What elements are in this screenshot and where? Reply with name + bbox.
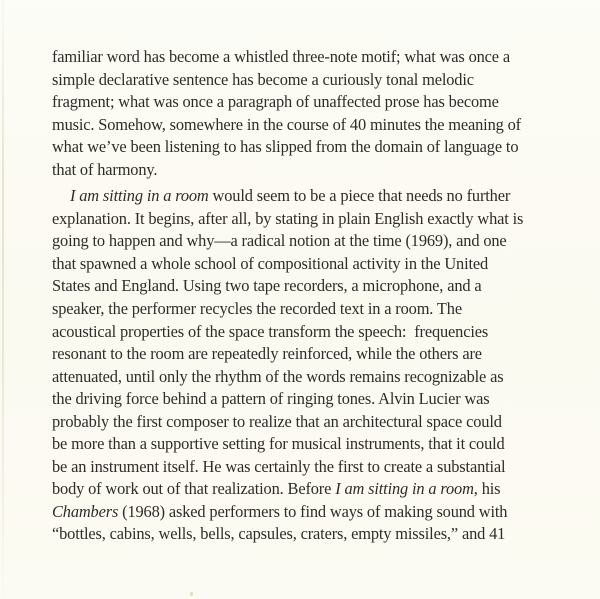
- text-run: (1968) asked performers to find ways of making sound with: [118, 501, 508, 521]
- text-run: “bottles, cabins, wells, bells, capsules, craters, empty missiles,” and 41: [52, 524, 506, 544]
- text-line: [52, 321, 523, 344]
- text-run: the driving force behind a pattern of ringing tones. Alvin Lucier was: [52, 389, 490, 409]
- text-line: [52, 253, 523, 276]
- text-line: [52, 298, 523, 321]
- text-run: body of work out of that realization. Before: [52, 479, 336, 499]
- text-line: [52, 159, 523, 182]
- text-run: simple declarative sentence has become a curiously tonal melodic: [52, 69, 474, 89]
- text-line: [52, 91, 523, 114]
- page-edge-shadow: [2, 0, 4, 599]
- text-run: attenuated, until only the rhythm of the words remains recognizable as: [52, 366, 504, 386]
- text-run: resonant to the room are repeatedly reinforced, while the others are: [52, 344, 482, 364]
- text-run: what we’ve been listening to has slipped from the domain of language to: [52, 137, 519, 157]
- text-line: [52, 478, 523, 501]
- text-line: [52, 275, 523, 298]
- text-run-italic: I am sitting in a room: [335, 479, 474, 499]
- text-run: would seem to be a piece that needs no further: [208, 186, 511, 206]
- text-run-italic: Chambers: [52, 501, 119, 521]
- text-line: [52, 501, 523, 524]
- text-run: States and England. Using two tape recorders, a microphone, and a: [52, 276, 482, 296]
- text-line: [52, 69, 523, 92]
- text-line: [52, 388, 523, 411]
- text-line: [52, 456, 523, 479]
- paragraph: [52, 185, 523, 546]
- text-line: [52, 523, 523, 546]
- text-run: , his: [473, 479, 501, 499]
- text-line: [52, 230, 523, 253]
- text-run: acoustical properties of the space transform the speech: frequencies: [52, 321, 489, 341]
- text-run: that spawned a whole school of compositional activity in the United: [52, 253, 489, 273]
- text-line: [52, 433, 523, 456]
- text-run: probably the first composer to realize that an architectural space could: [52, 411, 502, 431]
- scan-artifact: [190, 592, 193, 596]
- text-run: be an instrument itself. He was certainly the first to create a substantial: [52, 456, 506, 476]
- text-run-italic: I am sitting in a room: [70, 186, 209, 206]
- paragraph: [52, 46, 523, 181]
- text-run: going to happen and why—a radical notion at the time (1969), and one: [52, 231, 507, 251]
- text-line: [52, 208, 523, 231]
- text-block: [52, 46, 523, 546]
- text-line: [52, 185, 523, 208]
- text-line: [52, 136, 523, 159]
- text-run: explanation. It begins, after all, by stating in plain English exactly what is: [52, 208, 524, 228]
- text-line: [52, 343, 523, 366]
- text-run: music. Somehow, somewhere in the course of 40 minutes the meaning of: [52, 114, 521, 134]
- text-line: [52, 411, 523, 434]
- text-run: that of harmony.: [52, 159, 158, 179]
- text-line: [52, 46, 523, 69]
- text-run: familiar word has become a whistled three-note motif; what was once a: [52, 47, 510, 66]
- text-run: be more than a supportive setting for musical instruments, that it could: [52, 434, 505, 454]
- text-run: speaker, the performer recycles the recorded text in a room. The: [52, 299, 462, 319]
- text-run: fragment; what was once a paragraph of unaffected prose has become: [52, 92, 499, 112]
- text-line: [52, 114, 523, 137]
- text-line: [52, 366, 523, 389]
